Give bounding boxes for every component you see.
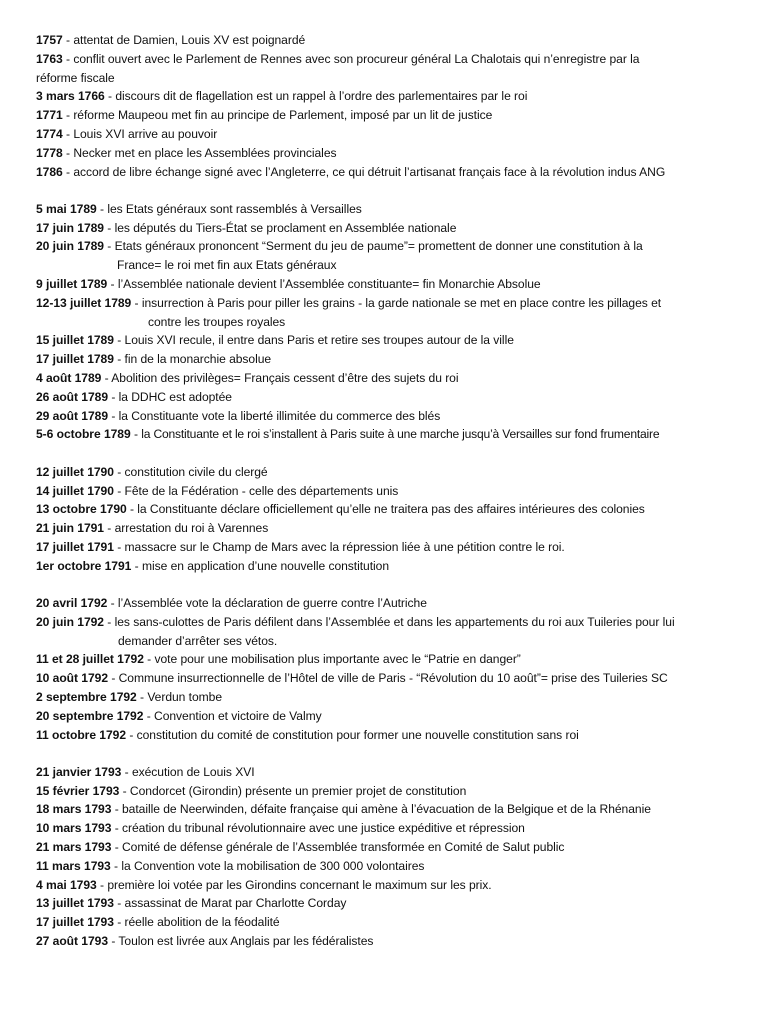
entry-date: 2 septembre 1792: [36, 690, 137, 704]
entry-separator: -: [62, 33, 74, 47]
entry-separator: -: [113, 333, 125, 348]
entry-date: 1757: [36, 33, 63, 47]
entry-continuation: demander d’arrêter ses vétos.: [118, 633, 278, 648]
entry-separator: -: [113, 915, 125, 930]
entry-date: 17 juillet 1791: [36, 539, 114, 554]
entry-text: Etats généraux prononcent “Serment du jeu de paume”= promettent de donner une constitution à la: [114, 239, 643, 254]
entry-date: 4 août 1789: [36, 371, 102, 386]
entry-text: l’Assemblée vote la déclaration de guerre contre l’Autriche: [117, 596, 427, 611]
entry-text: Necker met en place les Assemblées provinciales: [73, 145, 337, 160]
entry-text: massacre sur le Champ de Mars avec la répression liée à une pétition contre le roi.: [124, 539, 565, 554]
timeline-entry: [36, 838, 748, 857]
entry-separator: -: [111, 840, 122, 855]
entry-text: la Convention vote la mobilisation de 300 000 volontaires: [121, 858, 425, 873]
timeline-entry: [36, 163, 748, 182]
entry-text: discours dit de flagellation est un rappel à l’ordre des parlementaires par le roi: [115, 89, 528, 104]
timeline-entry: [36, 819, 748, 838]
entry-text: insurrection à Paris pour piller les grains - la garde nationale se met en place contre les pillages et: [141, 295, 662, 310]
entry-separator: -: [108, 408, 119, 423]
entry-date: 10 mars 1793: [36, 821, 112, 836]
timeline-entry: [36, 425, 748, 444]
entry-date: 26 août 1789: [36, 389, 109, 404]
entry-separator: -: [131, 558, 142, 573]
entry-text: Comité de défense générale de l’Assemblée transformée en Comité de Salut public: [122, 840, 565, 855]
timeline-entry: [36, 613, 748, 651]
timeline-entry: [36, 125, 748, 144]
entry-text: Condorcet (Girondin) présente un premier projet de constitution: [129, 783, 467, 798]
entry-separator: -: [121, 764, 132, 779]
entry-text: constitution civile du clergé: [124, 464, 268, 479]
entry-date: 13 juillet 1793: [36, 896, 114, 911]
timeline-group-1792: [36, 594, 748, 744]
entry-date: 14 juillet 1790: [36, 483, 114, 498]
entry-text: les Etats généraux sont rassemblés à Versailles: [107, 201, 362, 216]
entry-separator: -: [108, 671, 119, 686]
entry-date: 1763: [36, 51, 63, 66]
entry-date: 17 juillet 1793: [36, 915, 114, 930]
entry-separator: -: [103, 239, 115, 254]
entry-separator: -: [96, 201, 108, 216]
entry-separator: -: [113, 464, 125, 479]
timeline-group-1790-1791: [36, 463, 748, 576]
entry-separator: -: [107, 277, 118, 292]
entry-separator: -: [104, 89, 116, 104]
timeline-entry: [36, 407, 748, 426]
entry-date: 15 février 1793: [36, 783, 120, 798]
timeline-entry: [36, 688, 748, 707]
timeline-entry: [36, 294, 748, 332]
timeline-entry: [36, 200, 748, 219]
entry-separator: -: [130, 427, 142, 442]
entry-separator: -: [103, 614, 115, 629]
entry-text: les députés du Tiers-État se proclament en Assemblée nationale: [114, 220, 457, 235]
timeline-entry: [36, 726, 748, 745]
timeline-entry: [36, 482, 748, 501]
entry-separator: -: [113, 352, 125, 367]
entry-text: arrestation du roi à Varennes: [114, 521, 269, 536]
entry-text: fin de la monarchie absolue: [124, 352, 272, 367]
entry-text: première loi votée par les Girondins concernant le maximum sur les prix.: [107, 877, 492, 892]
entry-date: 10 août 1792: [36, 671, 109, 686]
entry-date: 15 juillet 1789: [36, 333, 114, 348]
entry-text: la DDHC est adoptée: [118, 389, 232, 404]
timeline-entry: [36, 594, 748, 613]
entry-date: 20 juin 1792: [36, 614, 104, 629]
entry-separator: -: [96, 877, 108, 892]
timeline-entry: [36, 87, 748, 106]
timeline-entry: [36, 463, 748, 482]
entry-date: 1er octobre 1791: [36, 558, 132, 573]
entry-text: accord de libre échange signé avec l’Angleterre, ce qui détruit l’artisanat français face à la révolution indus ANG: [73, 164, 666, 179]
timeline-entry: [36, 331, 748, 350]
timeline-entry: [36, 500, 748, 519]
timeline-entry: [36, 106, 748, 125]
timeline-entry: [36, 557, 748, 576]
entry-text: mise en application d’une nouvelle constitution: [141, 558, 390, 573]
entry-separator: -: [143, 708, 155, 723]
entry-date: 3 mars 1766: [36, 89, 105, 104]
entry-separator: -: [103, 521, 115, 536]
timeline-entry: [36, 876, 748, 895]
entry-text: Commune insurrectionnelle de l’Hôtel de ville de Paris - “Révolution du 10 août”= prise des Tuileries SC: [118, 671, 668, 686]
entry-date: 1771: [36, 108, 63, 123]
entry-continuation: France= le roi met fin aux Etats généraux: [117, 258, 337, 273]
entry-continuation: réforme fiscale: [36, 70, 115, 85]
entry-text: attentat de Damien, Louis XV est poignardé: [73, 33, 306, 47]
timeline-entry: [36, 669, 748, 688]
entry-separator: -: [143, 652, 155, 667]
entry-date: 20 septembre 1792: [36, 708, 144, 723]
entry-text: les sans-culottes de Paris défilent dans l’Assemblée et dans les appartements du roi aux Tuileries pour lui: [114, 614, 675, 629]
entry-date: 29 août 1789: [36, 408, 109, 423]
entry-text: vote pour une mobilisation plus importante avec le “Patrie en danger”: [154, 652, 521, 667]
entry-date: 11 et 28 juillet 1792: [36, 652, 144, 667]
entry-separator: -: [113, 896, 125, 911]
entry-date: 1774: [36, 126, 63, 141]
entry-separator: -: [108, 389, 119, 404]
entry-date: 12 juillet 1790: [36, 464, 114, 479]
timeline-entry: [36, 369, 748, 388]
entry-text: Toulon est livrée aux Anglais par les fédéralistes: [118, 934, 374, 949]
entry-separator: -: [62, 145, 74, 160]
entry-text: Louis XVI recule, il entre dans Paris et retire ses troupes autour de la ville: [124, 333, 514, 348]
timeline-entry: [36, 219, 748, 238]
entry-separator: -: [119, 783, 130, 798]
entry-separator: -: [107, 596, 118, 611]
entry-text: conflit ouvert avec le Parlement de Rennes avec son procureur général La Chalotais qui n’enregistre par la: [73, 51, 640, 66]
timeline-entry: [36, 50, 748, 88]
entry-date: 20 avril 1792: [36, 596, 108, 611]
entry-separator: -: [103, 220, 115, 235]
entry-separator: -: [111, 802, 122, 817]
timeline-entry: [36, 538, 748, 557]
entry-continuation: contre les troupes royales: [148, 314, 286, 329]
entry-date: 21 mars 1793: [36, 840, 112, 855]
timeline-entry: [36, 388, 748, 407]
entry-separator: -: [62, 108, 74, 123]
entry-date: 17 juin 1789: [36, 220, 104, 235]
timeline-entry: [36, 519, 748, 538]
entry-date: 11 mars 1793: [36, 858, 111, 873]
entry-date: 21 juin 1791: [36, 521, 104, 536]
entry-date: 20 juin 1789: [36, 239, 104, 254]
timeline-entry: [36, 707, 748, 726]
timeline-group-1793: [36, 763, 748, 951]
entry-separator: -: [62, 126, 74, 141]
entry-separator: -: [113, 539, 125, 554]
entry-date: 4 mai 1793: [36, 877, 97, 892]
entry-separator: -: [111, 821, 122, 836]
entry-separator: -: [126, 727, 137, 742]
entry-date: 12-13 juillet 1789: [36, 295, 132, 310]
entry-separator: -: [131, 295, 142, 310]
entry-text: la Constituante et le roi s’installent à Paris suite à une marche jusqu’à Versailles sur fond frumentaire: [141, 427, 660, 442]
entry-text: la Constituante déclare officiellement qu’elle ne traitera pas des affaires intérieures des colonies: [137, 502, 645, 517]
entry-date: 1778: [36, 145, 63, 160]
timeline-entry: [36, 800, 748, 819]
entry-separator: -: [108, 934, 119, 949]
timeline-entry: [36, 237, 748, 275]
timeline-entry: [36, 763, 748, 782]
entry-text: Convention et victoire de Valmy: [154, 708, 322, 723]
timeline-group-1789: [36, 200, 748, 444]
timeline-entry: [36, 650, 748, 669]
entry-text: création du tribunal révolutionnaire avec une justice expéditive et répression: [122, 821, 525, 836]
timeline-group-pre-revolution: [36, 31, 748, 181]
entry-date: 5 mai 1789: [36, 201, 97, 216]
entry-date: 27 août 1793: [36, 934, 109, 949]
entry-text: Louis XVI arrive au pouvoir: [73, 126, 218, 141]
entry-date: 5-6 octobre 1789: [36, 427, 131, 442]
entry-separator: -: [113, 483, 125, 498]
entry-text: bataille de Neerwinden, défaite française qui amène à l’évacuation de la Belgique et de la Rhénanie: [122, 802, 651, 817]
timeline-entry: [36, 275, 748, 294]
entry-text: assassinat de Marat par Charlotte Corday: [124, 896, 347, 911]
entry-date: 1786: [36, 164, 63, 179]
entry-separator: -: [126, 502, 138, 517]
entry-separator: -: [101, 371, 112, 386]
timeline-entry: [36, 782, 748, 801]
entry-separator: -: [62, 51, 74, 66]
entry-date: 9 juillet 1789: [36, 277, 108, 292]
entry-text: réforme Maupeou met fin au principe de Parlement, imposé par un lit de justice: [73, 108, 493, 123]
entry-date: 18 mars 1793: [36, 802, 112, 817]
entry-text: réelle abolition de la féodalité: [124, 915, 280, 930]
entry-date: 11 octobre 1792: [36, 727, 127, 742]
timeline-entry: [36, 31, 748, 50]
timeline-entry: [36, 350, 748, 369]
entry-separator: -: [136, 690, 148, 704]
entry-text: Verdun tombe: [147, 690, 223, 704]
entry-text: l’Assemblée nationale devient l’Assemblée constituante= fin Monarchie Absolue: [117, 277, 541, 292]
entry-date: 13 octobre 1790: [36, 502, 127, 517]
timeline-entry: [36, 913, 748, 932]
timeline-entry: [36, 894, 748, 913]
entry-text: exécution de Louis XVI: [131, 764, 255, 779]
entry-text: Fête de la Fédération - celle des départements unis: [124, 483, 399, 498]
entry-text: Abolition des privilèges= Français cessent d’être des sujets du roi: [111, 371, 459, 386]
entry-text: la Constituante vote la liberté illimitée du commerce des blés: [118, 408, 441, 423]
timeline-entry: [36, 932, 748, 951]
entry-separator: -: [110, 858, 122, 873]
entry-date: 21 janvier 1793: [36, 764, 122, 779]
entry-date: 17 juillet 1789: [36, 352, 114, 367]
entry-separator: -: [62, 164, 74, 179]
timeline-entry: [36, 857, 748, 876]
entry-text: constitution du comité de constitution pour former une nouvelle constitution sans roi: [136, 727, 579, 742]
timeline-entry: [36, 144, 748, 163]
